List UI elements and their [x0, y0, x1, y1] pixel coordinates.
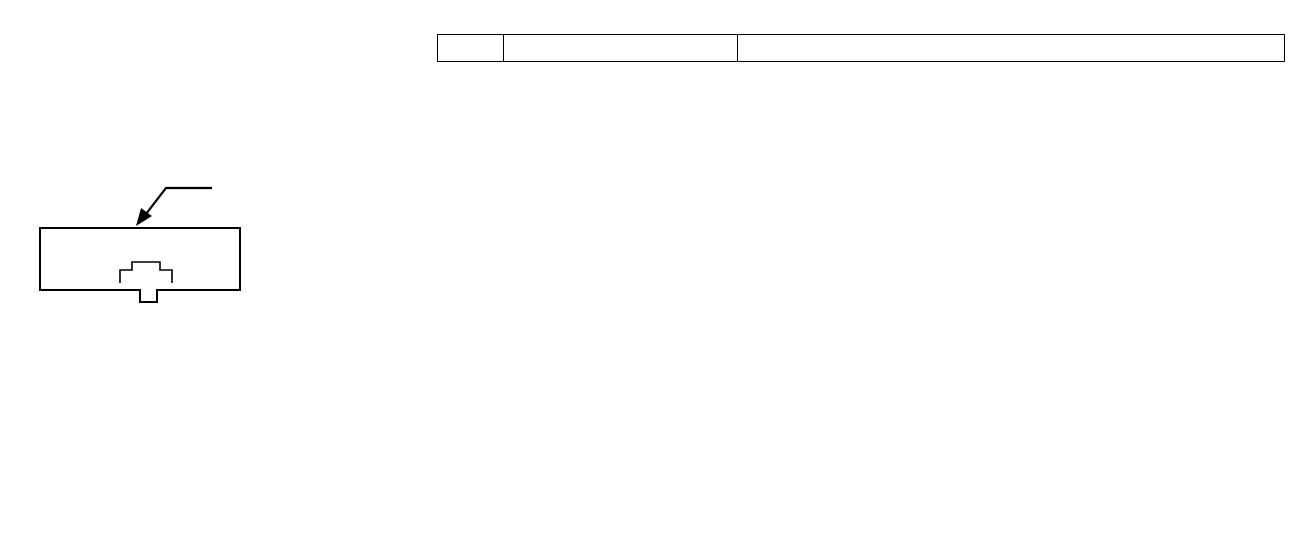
header-function: [738, 35, 1285, 62]
connector-pinout-table: [437, 34, 1285, 62]
keyway-notch: [120, 262, 172, 283]
header-circuit: [504, 35, 738, 62]
connector-diagram: [0, 0, 420, 560]
connector-housing: [40, 228, 240, 302]
table-header-row: [438, 35, 1285, 62]
header-cav: [438, 35, 504, 62]
connector-drawing: [0, 0, 420, 560]
color-leader-line: [146, 188, 212, 214]
